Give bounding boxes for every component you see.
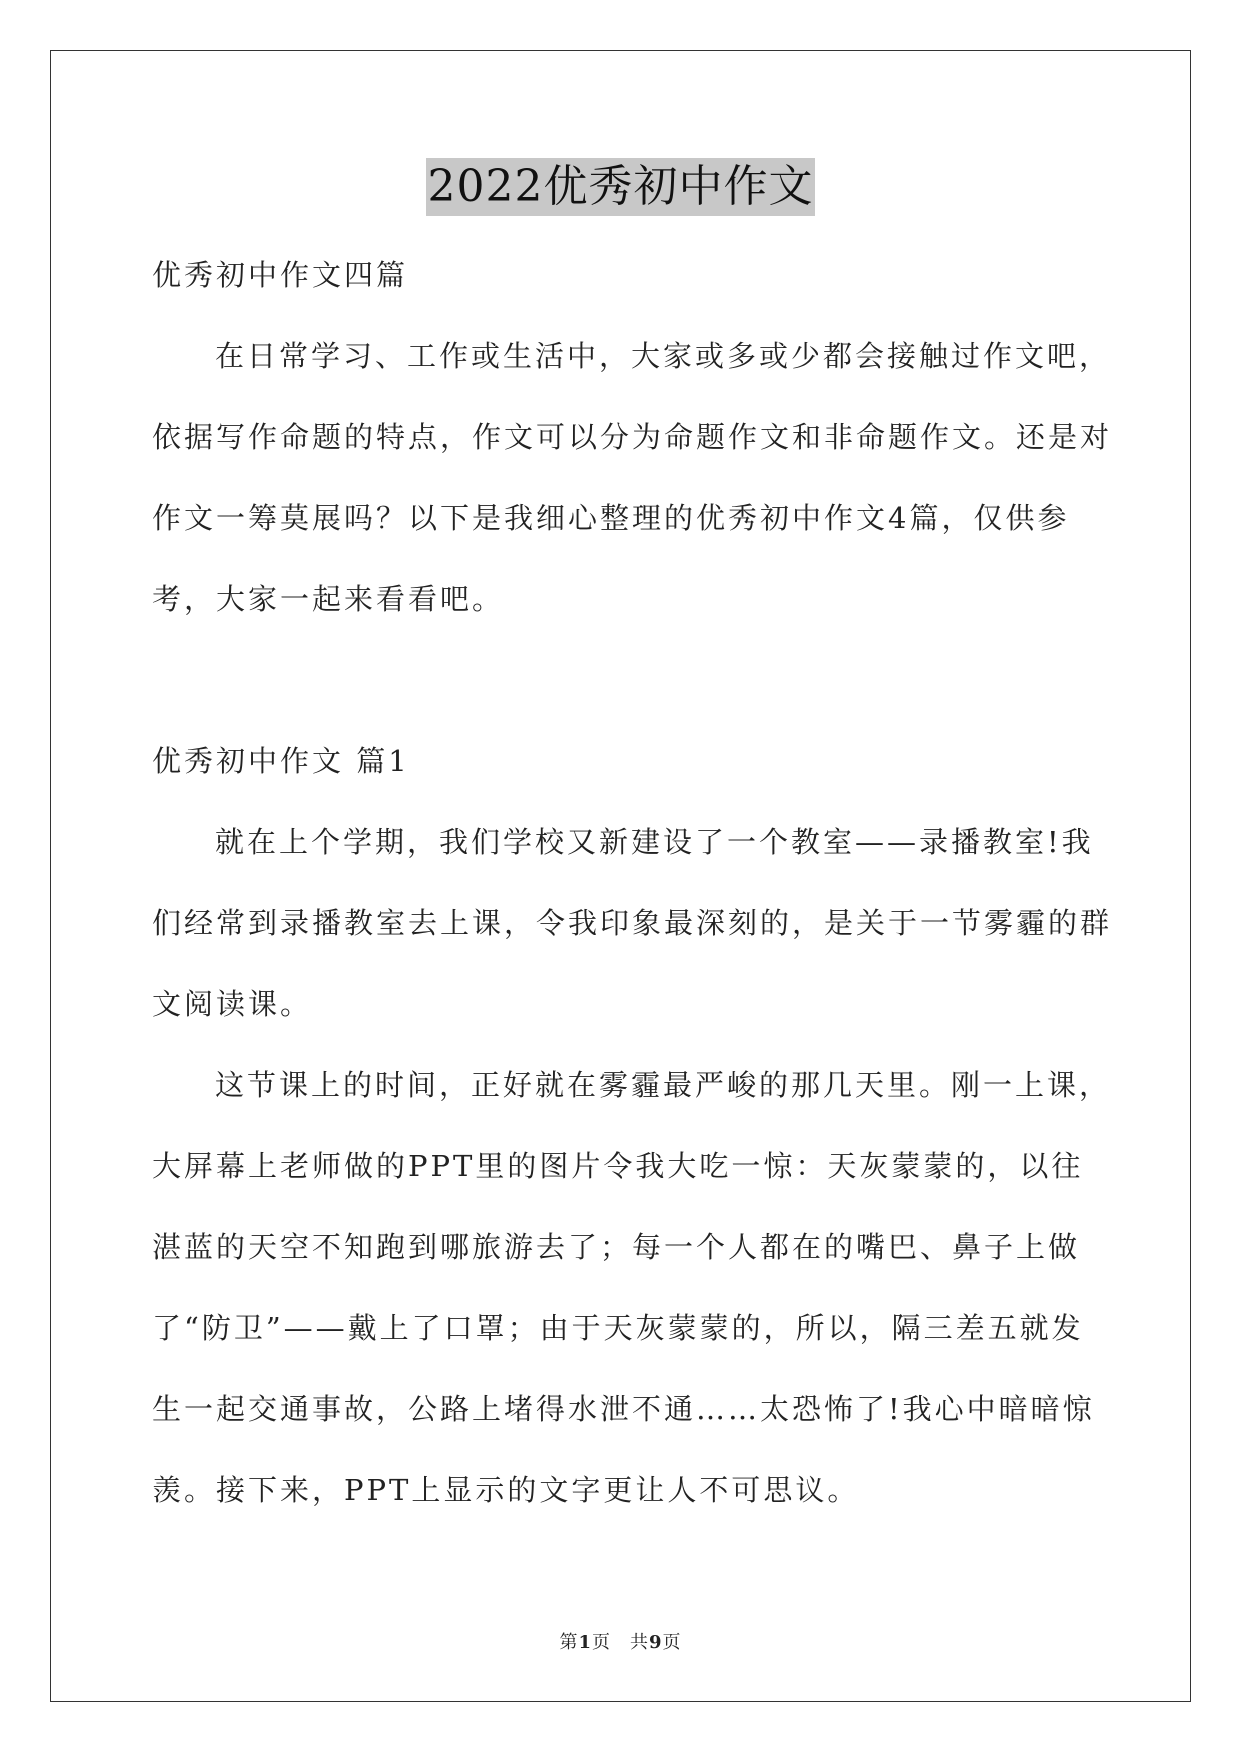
page-footer [0, 1628, 1241, 1654]
document-body [152, 235, 1112, 1531]
document-title: 2022优秀初中作文 [426, 158, 816, 216]
body-paragraph: 这节课上的时间，正好就在雾霾最严峻的那几天里。刚一上课，大屏幕上老师做的PPT里的图片令我大吃一惊：天灰蒙蒙的，以往湛蓝的天空不知跑到哪旅游去了；每一个人都在的嘴巴、鼻子上做了“防卫”——戴上了口罩；由于天灰蒙蒙的，所以，隔三差五就发生一起交通事故，公路上堵得水泄不通……太恐怖了!我心中暗暗惊羡。接下来，PPT上显示的文字更让人不可思议。 [152, 1068, 1112, 1507]
document-subtitle: 优秀初中作文四篇 [152, 258, 409, 292]
footer-middle: 页 共 [592, 1632, 649, 1653]
body-paragraph: 就在上个学期，我们学校又新建设了一个教室——录播教室!我们经常到录播教室去上课，令我印象最深刻的，是关于一节雾霾的群文阅读课。 [152, 825, 1113, 1021]
current-page-number: 1 [578, 1632, 592, 1653]
section-heading: 优秀初中作文 篇1 [152, 744, 410, 778]
title-container [0, 158, 1241, 216]
footer-suffix: 页 [662, 1632, 682, 1653]
total-page-number: 9 [649, 1632, 663, 1653]
section-spacer [152, 640, 1112, 721]
intro-paragraph: 在日常学习、工作或生活中，大家或多或少都会接触过作文吧，依据写作命题的特点，作文可以分为命题作文和非命题作文。还是对作文一筹莫展吗？以下是我细心整理的优秀初中作文4篇，仅供参考，大家一起来看看吧。 [152, 339, 1113, 616]
footer-prefix: 第 [559, 1632, 579, 1653]
